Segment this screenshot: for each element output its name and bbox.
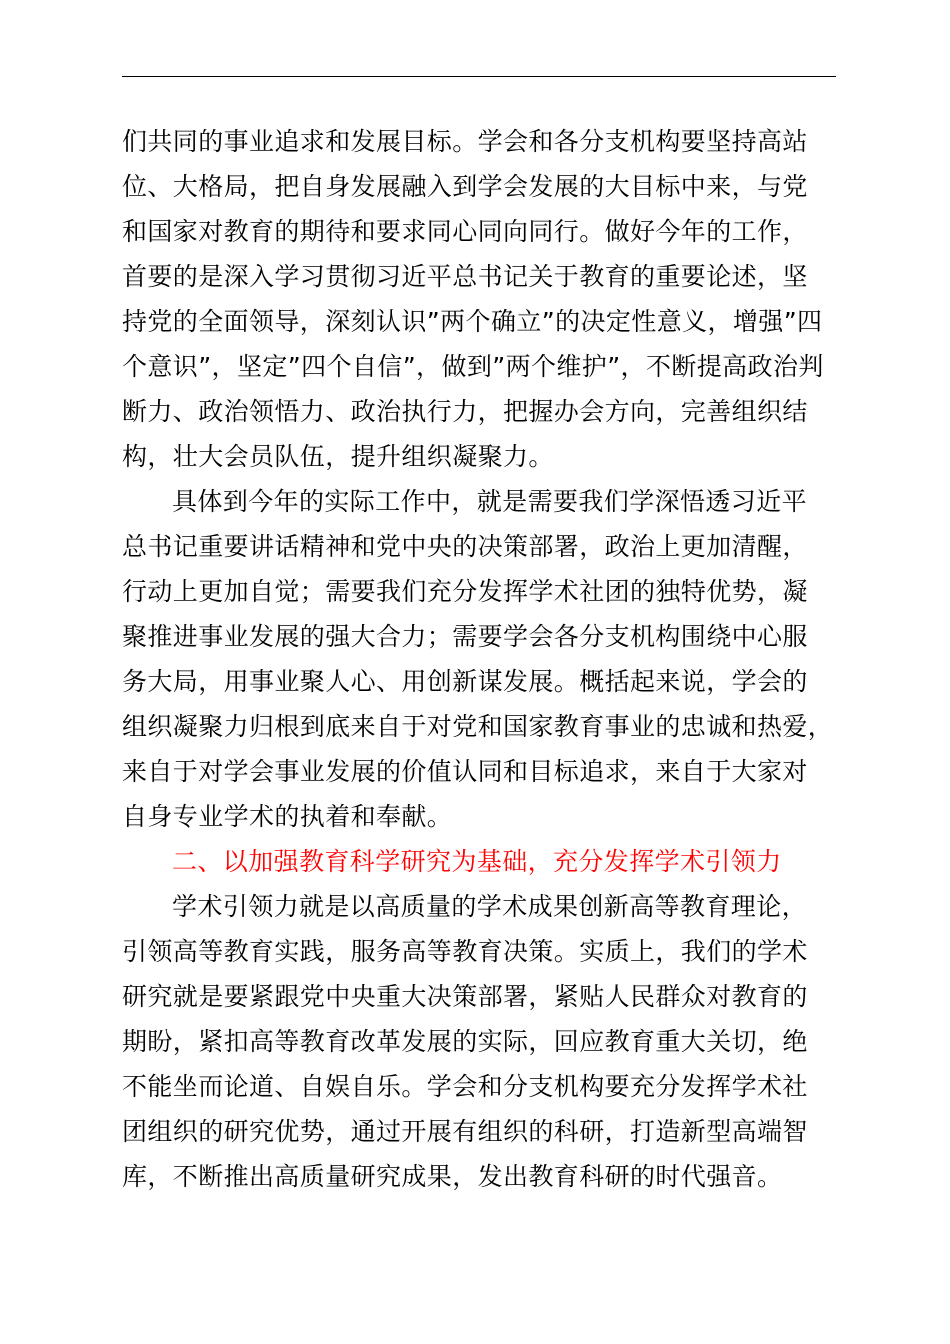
paragraph-line: 引领高等教育实践，服务高等教育决策。实质上，我们的学术 [122,937,808,966]
paragraph-line: 聚推进事业发展的强大合力；需要学会各分支机构围绕中心服 [122,622,808,651]
paragraph-line: 总书记重要讲话精神和党中央的决策部署，政治上更加清醒， [122,532,808,561]
paragraph-line: 断力、政治领悟力、政治执行力，把握办会方向，完善组织结 [122,397,808,426]
paragraph-line: 不能坐而论道、自娱自乐。学会和分支机构要充分发挥学术社 [122,1072,808,1101]
paragraph-line: 们共同的事业追求和发展目标。学会和各分支机构要坚持高站 [122,127,808,156]
paragraph-line: 和国家对教育的期待和要求同心同向同行。做好今年的工作， [122,217,808,246]
paragraph-line: 期盼，紧扣高等教育改革发展的实际，回应教育重大关切，绝 [122,1027,808,1056]
paragraph-line: 团组织的研究优势，通过开展有组织的科研，打造新型高端智 [122,1117,808,1146]
paragraph-line: 自身专业学术的执着和奉献。 [122,802,453,831]
header-rule [122,76,836,77]
paragraph-line: 行动上更加自觉；需要我们充分发挥学术社团的独特优势，凝 [122,577,808,606]
paragraph-line: 构，壮大会员队伍，提升组织凝聚力。 [122,442,554,471]
paragraph-line: 学术引领力就是以高质量的学术成果创新高等教育理论， [172,892,808,921]
paragraph-line: 具体到今年的实际工作中，就是需要我们学深悟透习近平 [172,487,808,516]
paragraph-line: 组织凝聚力归根到底来自于对党和国家教育事业的忠诚和热爱， [122,712,834,741]
paragraph-line: 来自于对学会事业发展的价值认同和目标追求，来自于大家对 [122,757,808,786]
paragraph-line: 持党的全面领导，深刻认识”两个确立”的决定性意义，增强”四 [122,307,823,336]
paragraph-line: 位、大格局，把自身发展融入到学会发展的大目标中来，与党 [122,172,808,201]
paragraph-line: 库，不断推出高质量研究成果，发出教育科研的时代强音。 [122,1162,783,1191]
paragraph-line: 务大局，用事业聚人心、用创新谋发展。概括起来说，学会的 [122,667,808,696]
paragraph-line: 首要的是深入学习贯彻习近平总书记关于教育的重要论述，坚 [122,262,808,291]
paragraph-line: 研究就是要紧跟党中央重大决策部署，紧贴人民群众对教育的 [122,982,808,1011]
section-heading: 二、以加强教育科学研究为基础，充分发挥学术引领力 [172,847,782,876]
paragraph-line: 个意识”，坚定”四个自信”，做到”两个维护”，不断提高政治判 [122,352,824,381]
